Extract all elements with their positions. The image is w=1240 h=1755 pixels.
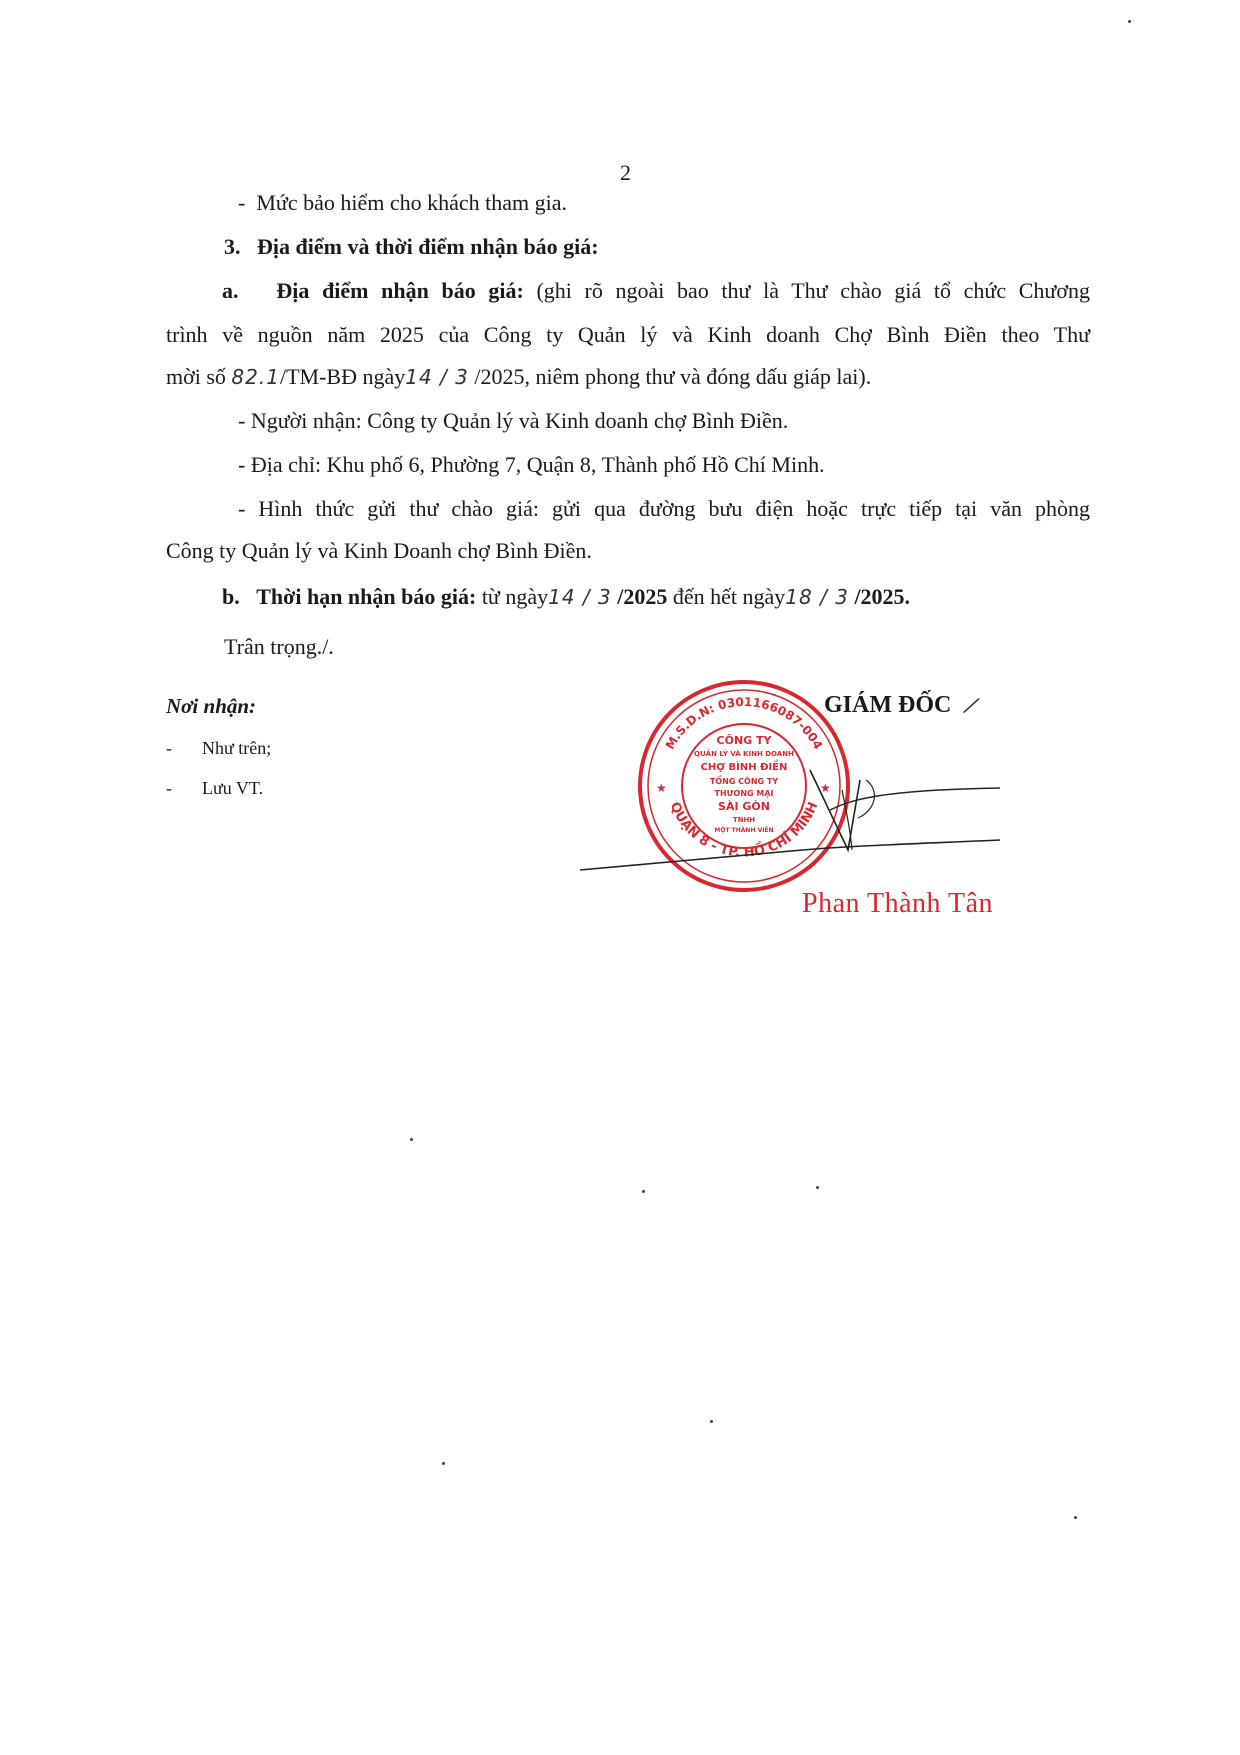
section-a-label: a. xyxy=(222,278,239,303)
svg-text:TNHH: TNHH xyxy=(732,816,756,824)
page-number: 2 xyxy=(620,160,631,185)
from-text: từ ngày xyxy=(481,584,549,609)
svg-text:THƯƠNG MẠI: THƯƠNG MẠI xyxy=(714,789,774,798)
svg-text:QUẢN LÝ VÀ KINH DOANH: QUẢN LÝ VÀ KINH DOANH xyxy=(694,750,794,758)
handwritten-to-date: 18 / 3 xyxy=(785,585,849,609)
bullet-dash: - xyxy=(238,190,257,215)
bullet-insurance xyxy=(238,190,567,216)
section-3-title: Địa điểm và thời điểm nhận báo giá: xyxy=(257,234,599,259)
recipient-item-text: Như trên; xyxy=(202,738,272,758)
address-line: - Địa chỉ: Khu phố 6, Phường 7, Quận 8, Thành phố Hồ Chí Minh. xyxy=(238,452,825,477)
method-line-2: Công ty Quản lý và Kinh Doanh chợ Bình Điền. xyxy=(166,538,592,563)
svg-text:SÀI GÒN: SÀI GÒN xyxy=(718,800,770,813)
recipient-dash: - xyxy=(166,778,172,798)
recipient-item xyxy=(166,778,263,799)
scan-speck xyxy=(442,1462,445,1465)
method-line-1: - Hình thức gửi thư chào giá: gửi qua đường bưu điện hoặc trực tiếp tại văn phòng xyxy=(238,496,1090,521)
svg-text:CHỢ BÌNH ĐIỀN: CHỢ BÌNH ĐIỀN xyxy=(700,762,788,773)
recipient-line: - Người nhận: Công ty Quản lý và Kinh doanh chợ Bình Điền. xyxy=(238,408,789,433)
svg-text:TỔNG CÔNG TY: TỔNG CÔNG TY xyxy=(709,777,779,786)
closing: Trân trọng./. xyxy=(224,634,334,659)
signatory-name: Phan Thành Tân xyxy=(802,888,994,919)
to-text: đến hết ngày xyxy=(672,584,786,609)
handwritten-date: 14 / 3 xyxy=(405,365,469,389)
recipients-title: Nơi nhận: xyxy=(166,694,257,718)
initial-mark: ⟋ xyxy=(963,696,977,717)
scan-speck xyxy=(710,1420,713,1423)
scan-speck xyxy=(1128,20,1131,23)
section-3-heading xyxy=(224,234,599,260)
section-a-line-1 xyxy=(222,278,1090,304)
recipient-item xyxy=(166,738,271,759)
letter-number-suffix: /TM-BĐ ngày xyxy=(279,364,406,389)
to-year: /2025. xyxy=(854,584,911,609)
signatory-title xyxy=(824,692,977,719)
handwritten-signature xyxy=(580,740,1000,890)
letter-date-suffix: /2025, niêm phong thư và đóng dấu giáp lai). xyxy=(474,364,872,389)
section-a-line-2: trình về nguồn năm 2025 của Công ty Quản lý và Kinh doanh Chợ Bình Điền theo Thư xyxy=(166,322,1090,347)
section-a-line-3 xyxy=(166,364,871,390)
section-b-label: b. xyxy=(222,584,240,609)
scan-speck xyxy=(816,1186,819,1189)
recipient-dash: - xyxy=(166,738,172,758)
bullet-insurance-text: Mức bảo hiểm cho khách tham gia. xyxy=(256,190,567,215)
svg-text:★: ★ xyxy=(656,781,667,795)
svg-text:CÔNG TY: CÔNG TY xyxy=(716,734,772,747)
scan-speck xyxy=(1074,1516,1077,1519)
svg-text:MỘT THÀNH VIÊN: MỘT THÀNH VIÊN xyxy=(714,827,774,834)
section-3-number: 3. xyxy=(224,234,241,259)
section-b-line xyxy=(222,584,910,610)
from-year: /2025 xyxy=(617,584,668,609)
section-b-heading: Thời hạn nhận báo giá: xyxy=(256,584,477,609)
svg-text:QUẬN 8 - TP. HỒ CHÍ MINH: QUẬN 8 - TP. HỒ CHÍ MINH xyxy=(666,800,822,861)
handwritten-from-date: 14 / 3 xyxy=(548,585,612,609)
letter-number-prefix: mời số xyxy=(166,364,226,389)
scan-speck xyxy=(642,1190,645,1193)
section-a-heading: Địa điểm nhận báo giá: xyxy=(276,278,524,303)
section-a-line1-text: (ghi rõ ngoài bao thư là Thư chào giá tổ chức Chương xyxy=(536,278,1090,303)
svg-text:M.S.D.N: 0301166087-004: M.S.D.N: 0301166087-004 xyxy=(662,694,826,752)
scan-speck xyxy=(410,1138,413,1141)
recipient-item-text: Lưu VT. xyxy=(202,778,264,798)
handwritten-letter-number: 82.1 xyxy=(231,365,280,389)
signatory-title-text: GIÁM ĐỐC xyxy=(824,692,952,718)
svg-text:★: ★ xyxy=(820,781,831,795)
